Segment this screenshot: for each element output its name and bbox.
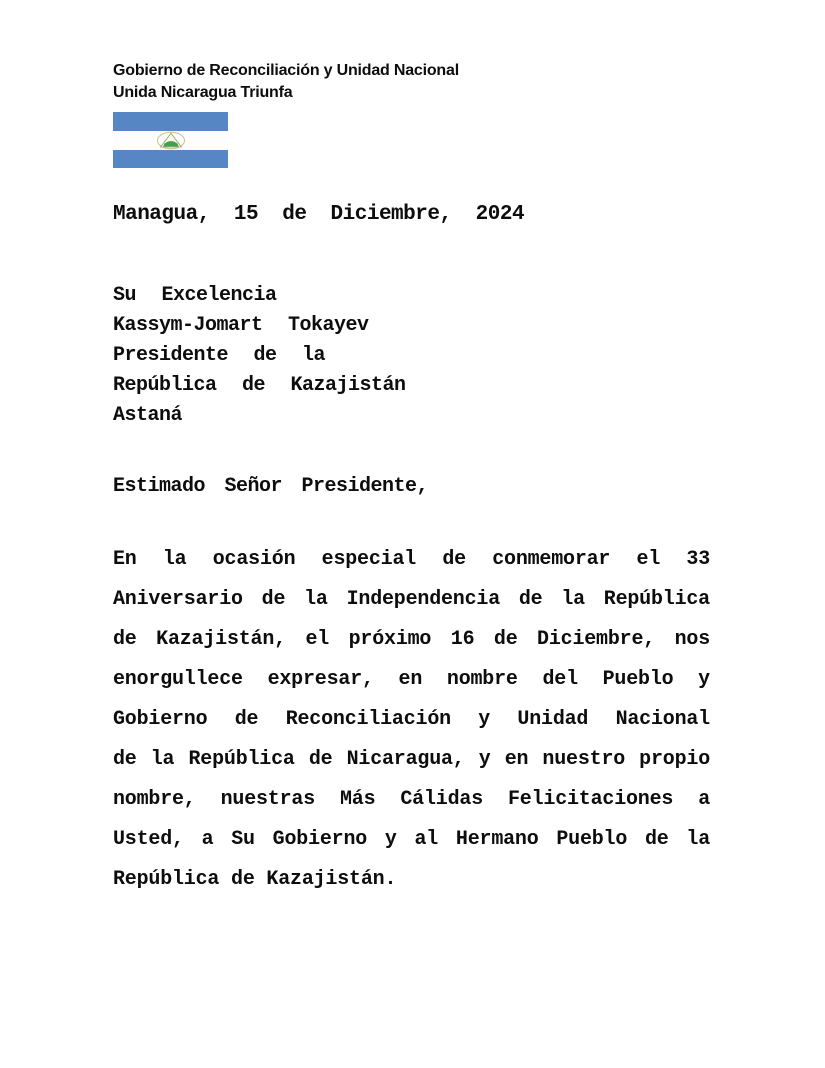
recipient-line: Kassym-Jomart Tokayev [113,314,369,337]
body-line: Usted, a Su Gobierno y al Hermano Pueblo de la [113,828,710,851]
date-line: Managua, 15 de Diciembre, 2024 [113,203,525,226]
body-line: nombre, nuestras Más Cálidas Felicitaciones a [113,788,710,811]
body-line: En la ocasión especial de conmemorar el 33 [113,548,710,571]
body-line: enorgullece expresar, en nombre del Pueblo y [113,668,710,691]
flag-stripe-middle [113,131,228,150]
flag-emblem-icon [155,131,187,150]
letterhead [113,60,459,104]
flag-stripe-bottom [113,150,228,169]
salutation: Estimado Señor Presidente, [113,475,429,498]
recipient-line: Su Excelencia [113,284,277,307]
body-line: Aniversario de la Independencia de la República [113,588,710,611]
body-line: Gobierno de Reconciliación y Unidad Nacional [113,708,710,731]
body-line: de la República de Nicaragua, y en nuestro propio [113,748,710,771]
letterhead-title: Gobierno de Reconciliación y Unidad Nacional [113,62,459,79]
flag-stripe-top [113,112,228,131]
recipient-block [113,281,406,431]
recipient-line: Astaná [113,404,183,427]
body-line: República de Kazajistán. [113,868,397,891]
letterhead-subtitle: Unida Nicaragua Triunfa [113,84,293,101]
body-paragraph [113,540,710,900]
nicaragua-flag-image [113,112,228,168]
body-line: de Kazajistán, el próximo 16 de Diciembre, nos [113,628,710,651]
recipient-line: Presidente de la [113,344,326,367]
recipient-line: República de Kazajistán [113,374,406,397]
